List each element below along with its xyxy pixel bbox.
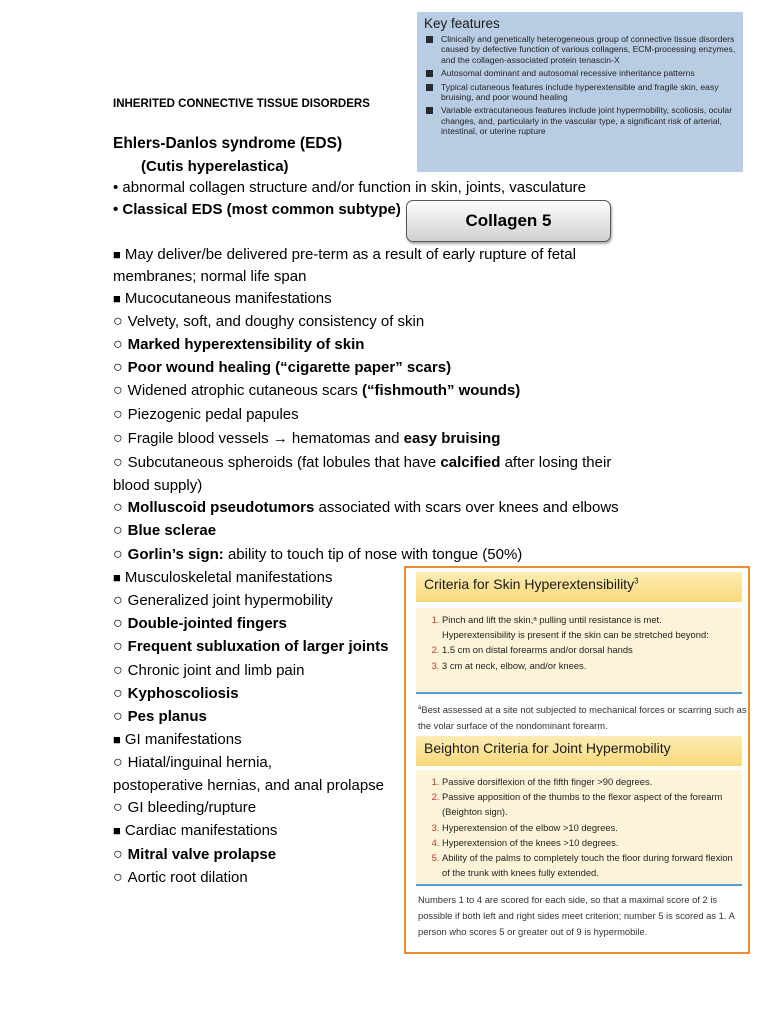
list-item: 4. Hyperextension of the knees >10 degrees. xyxy=(442,835,734,850)
gi-heading: ■ GI manifestations xyxy=(113,730,242,750)
hyperextensibility-item: ○ Marked hyperextensibility of skin xyxy=(113,335,364,355)
calcified-text: calcified xyxy=(440,454,501,471)
hernia-item: ○ Hiatal/inguinal hernia, xyxy=(113,753,272,773)
page-subtitle: (Cutis hyperelastica) xyxy=(141,158,289,175)
list-item: 2. 1.5 cm on distal forearms and/or dorsal hands xyxy=(442,642,734,657)
atrophic-text: Widened atrophic cutaneous scars xyxy=(127,382,362,399)
blue-sclerae-item: ○ Blue sclerae xyxy=(113,521,216,541)
list-item: 2. Passive apposition of the thumbs to the flexor aspect of the forearm (Beighton sign). xyxy=(442,789,734,819)
musculoskeletal-heading: ■ Musculoskeletal manifestations xyxy=(113,568,332,588)
key-features-title: Key features xyxy=(424,16,500,31)
preterm-line-cont: membranes; normal life span xyxy=(113,268,307,285)
beighton-criteria-title: Beighton Criteria for Joint Hypermobility xyxy=(416,736,742,766)
mitral-valve-item: ○ Mitral valve prolapse xyxy=(113,845,276,865)
gorlin-item xyxy=(113,545,522,565)
skin-criteria-title-text: Criteria for Skin Hyperextensibility xyxy=(424,576,635,592)
subluxation-item: ○ Frequent subluxation of larger joints xyxy=(113,637,389,657)
key-features-list xyxy=(424,34,737,137)
list-item: 1. Passive dorsiflexion of the fifth finger >90 degrees. xyxy=(442,774,734,789)
criteria-panel xyxy=(404,566,750,954)
skin-criteria-sup: 3 xyxy=(634,576,639,586)
aortic-root-item: ○ Aortic root dilation xyxy=(113,868,248,888)
list-item: 3. 3 cm at neck, elbow, and/or knees. xyxy=(442,658,734,673)
beighton-criteria-list xyxy=(416,770,742,886)
gi-bleeding-item: ○ GI bleeding/rupture xyxy=(113,798,256,818)
piezogenic-item: ○ Piezogenic pedal papules xyxy=(113,405,299,425)
skin-criteria-title xyxy=(416,572,742,602)
velvety-item: ○ Velvety, soft, and doughy consistency of skin xyxy=(113,312,424,332)
double-jointed-item: ○ Double-jointed fingers xyxy=(113,614,287,634)
cardiac-heading: ■ Cardiac manifestations xyxy=(113,821,277,841)
spheroids-cont: blood supply) xyxy=(113,477,203,494)
skin-criteria-note xyxy=(418,700,748,734)
footnote-marker: a xyxy=(418,705,422,711)
section-heading: INHERITED CONNECTIVE TISSUE DISORDERS xyxy=(113,98,370,110)
fragile-text: Fragile blood vessels → hematomas and xyxy=(127,430,404,447)
molluscoid-desc: associated with scars over knees and elbows xyxy=(314,499,619,516)
list-item: 5. Ability of the palms to completely touch the floor during forward flexion of the trunk with knees fully extended. xyxy=(442,850,734,880)
preterm-line: ■ May deliver/be delivered pre-term as a result of early rupture of fetal xyxy=(113,245,576,265)
joint-pain-item: ○ Chronic joint and limb pain xyxy=(113,661,304,681)
collagen-callout: Collagen 5 xyxy=(406,200,611,242)
kyphoscoliosis-item: ○ Kyphoscoliosis xyxy=(113,684,239,704)
spheroids-text: Subcutaneous spheroids (fat lobules that have xyxy=(127,454,441,471)
list-item: Variable extracutaneous features include joint hypermobility, scoliosis, ocular changes, and, particularly in the vascular type, a significant risk of arterial, intestinal, or uterine rupture xyxy=(424,105,737,136)
pes-planus-item: ○ Pes planus xyxy=(113,707,207,727)
molluscoid-text: Molluscoid pseudotumors xyxy=(127,499,315,516)
list-item: Typical cutaneous features include hyperextensible and fragile skin, easy bruising, and poor wound healing xyxy=(424,82,737,103)
list-item: Autosomal dominant and autosomal recessive inheritance patterns xyxy=(424,68,737,78)
molluscoid-item xyxy=(113,498,619,518)
wound-healing-item: ○ Poor wound healing (“cigarette paper” scars) xyxy=(113,358,451,378)
gorlin-desc: ability to touch tip of nose with tongue (50%) xyxy=(223,546,523,563)
spheroids-item xyxy=(113,453,611,473)
spheroids-text-end: after losing their xyxy=(500,454,612,471)
list-item: 1. Pinch and lift the skin,ᵃ pulling until resistance is met. Hyperextensibility is present if the skin can be stretched beyond: xyxy=(442,612,734,642)
key-features-box xyxy=(417,12,743,172)
intro-bullet: • abnormal collagen structure and/or function in skin, joints, vasculature xyxy=(113,179,586,196)
list-item: Clinically and genetically heterogeneous group of connective tissue disorders caused by defective function of various collagens, ECM-processing enzymes, and the collagen-associated protein tenascin-X xyxy=(424,34,737,65)
skin-criteria-list xyxy=(416,608,742,694)
classical-bullet: • Classical EDS (most common subtype) xyxy=(113,201,401,218)
skin-note-text: Best assessed at a site not subjected to mechanical forces or scarring such as the volar surface of the nondominant forearm. xyxy=(418,704,747,732)
easy-bruising-text: easy bruising xyxy=(403,430,501,447)
page-title: Ehlers-Danlos syndrome (EDS) xyxy=(113,135,343,152)
beighton-note: Numbers 1 to 4 are scored for each side, so that a maximal score of 2 is possible if both left and right sides meet criterion; number 5 is scored as 1. A person who scores 5 or greater out of 9 is hypermobile. xyxy=(418,894,735,937)
mucocutaneous-heading: ■ Mucocutaneous manifestations xyxy=(113,289,332,309)
atrophic-scars-item xyxy=(113,381,520,401)
list-item: 3. Hyperextension of the elbow >10 degrees. xyxy=(442,820,734,835)
hypermobility-item: ○ Generalized joint hypermobility xyxy=(113,591,333,611)
gorlin-label: Gorlin’s sign: xyxy=(127,546,224,563)
fishmouth-text: (“fishmouth” wounds) xyxy=(361,382,521,399)
fragile-vessels-item xyxy=(113,429,500,449)
hernia-cont: postoperative hernias, and anal prolapse xyxy=(113,777,385,794)
